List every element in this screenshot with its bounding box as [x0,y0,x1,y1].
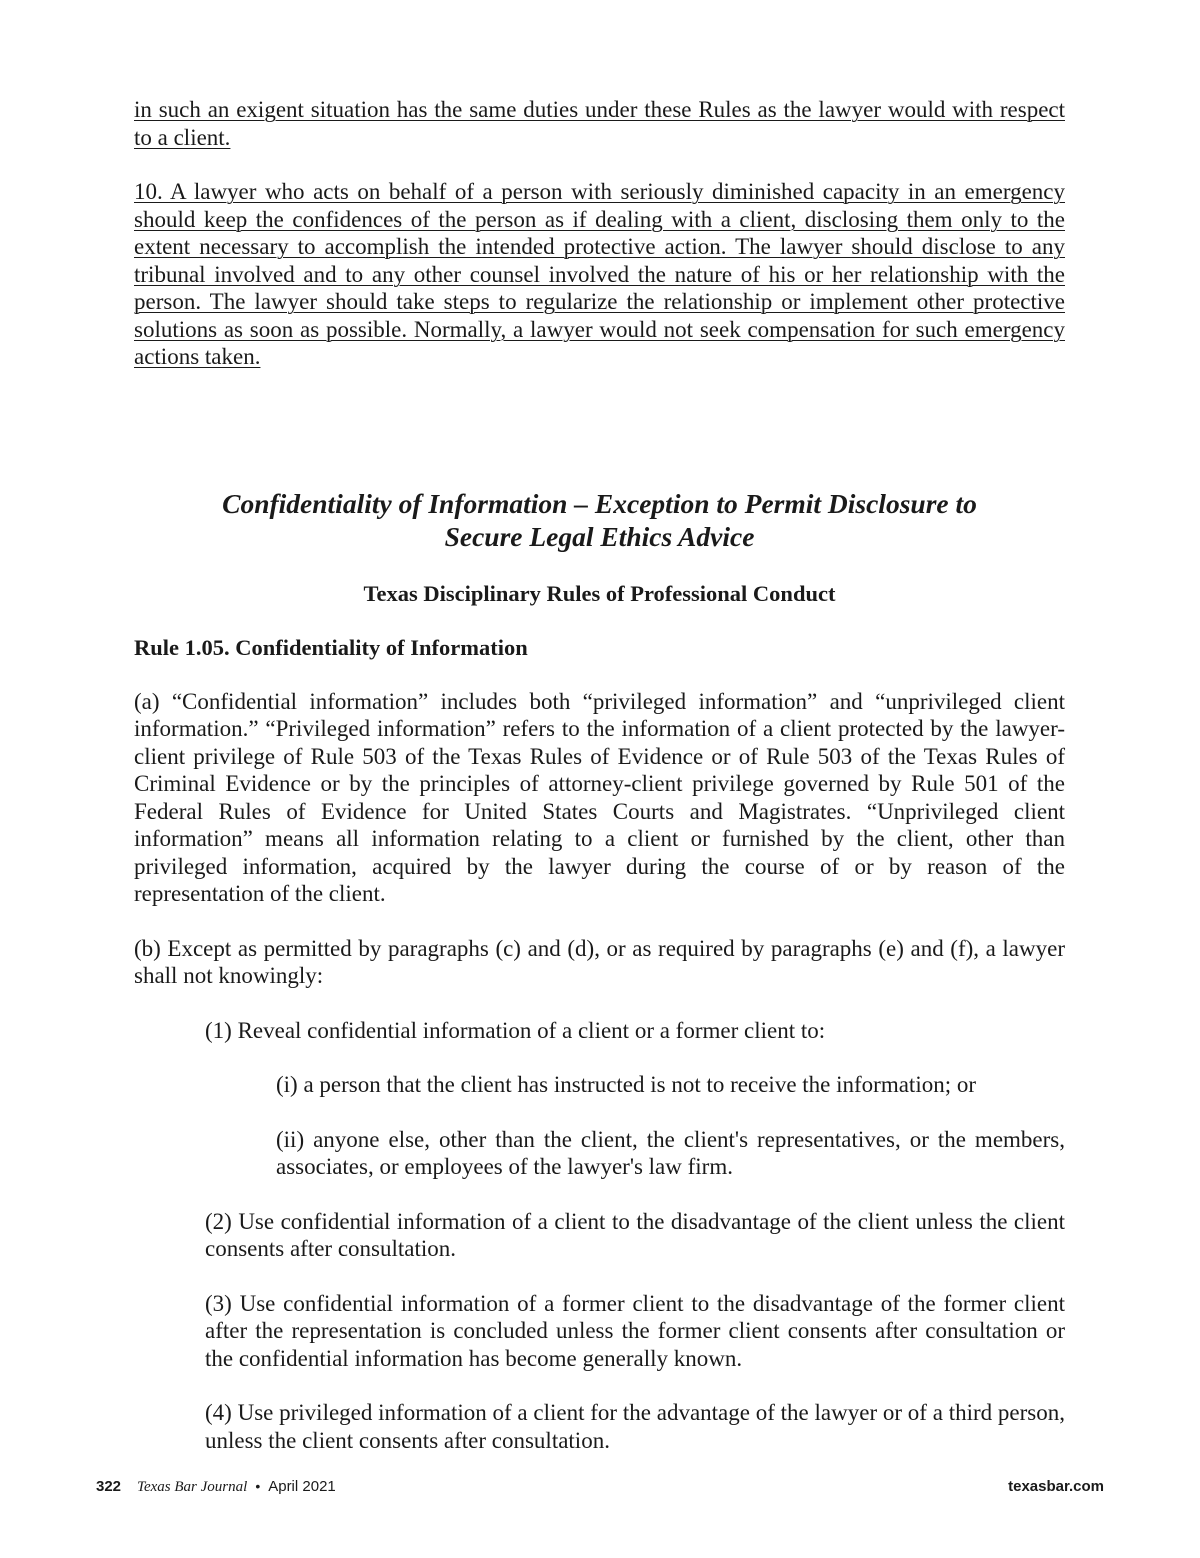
document-page [134,96,1065,1454]
rule-item-1-i: (i) a person that the client has instructed is not to receive the information; or [276,1072,977,1097]
rule-item-3: (3) Use confidential information of a former client to the disadvantage of the former client after the representation is concluded unless the former client consents after consultation or the confidential information has become generally known. [205,1290,1065,1371]
comment-10-paragraph: 10. A lawyer who acts on behalf of a person with seriously diminished capacity in an emergency should keep the confidences of the person as if dealing with a client, disclosing them only to the extent necessary to accomplish the intended protective action. The lawyer should disclose to any tribunal involved and to any other counsel involved the nature of his or her relationship with the person. The lawyer should take steps to regularize the relationship or implement other protective solutions as soon as possible. Normally, a lawyer would not seek compensation for such emergency actions taken. [134,179,1065,369]
rule-item-2: (2) Use confidential information of a client to the disadvantage of the client unless the client consents after consultation. [205,1208,1065,1261]
section-title [134,487,1065,553]
rule-title: Rule 1.05. Confidentiality of Information [134,634,528,660]
continuation-paragraph: in such an exigent situation has the same duties under these Rules as the lawyer would with respect to a client. [134,97,1065,150]
section-subtitle: Texas Disciplinary Rules of Professional Conduct [363,580,836,606]
page-footer [96,1478,1104,1500]
page-number: 322 [96,1478,122,1495]
issue-date: April 2021 [268,1478,336,1495]
section-title-line1: Confidentiality of Information – Exception to Permit Disclosure to [222,487,977,519]
website-link[interactable]: texasbar.com [1008,1478,1104,1495]
rule-item-1-ii: (ii) anyone else, other than the client, the client's representatives, or the members, associates, or employees of the lawyer's law firm. [276,1126,1065,1179]
rule-item-4: (4) Use privileged information of a client for the advantage of the lawyer or of a third person, unless the client consents after consultation. [205,1400,1065,1453]
journal-name: Texas Bar Journal [137,1479,248,1495]
section-title-line2: Secure Legal Ethics Advice [444,520,755,552]
rule-item-1: (1) Reveal confidential information of a client or a former client to: [205,1017,826,1043]
rule-paragraph-b: (b) Except as permitted by paragraphs (c) and (d), or as required by paragraphs (e) and (f), a lawyer shall not knowingly: [134,935,1065,988]
rule-paragraph-a: (a) “Confidential information” includes both “privileged information” and “unprivileged client information.” “Privileged information” refers to the information of a client protected by the lawyer-client privilege of Rule 503 of the Texas Rules of Evidence or of Rule 503 of the Texas Rules of Criminal Evidence or by the principles of attorney-client privilege governed by Rule 501 of the Federal Rules of Evidence for United States Courts and Magistrates. “Unprivileged client information” means all information relating to a client or furnished by the client, other than privileged information, acquired by the lawyer during the course of or by reason of the representation of the client. [134,688,1065,906]
bullet-separator: • [255,1478,261,1494]
